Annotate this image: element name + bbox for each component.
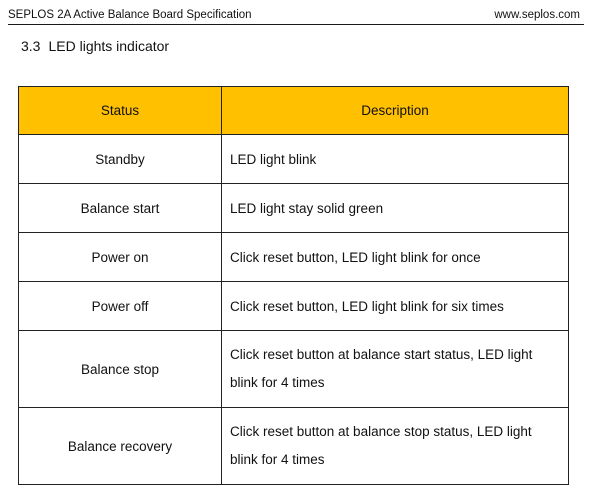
led-indicator-table — [18, 86, 569, 485]
status-cell: Power off — [19, 282, 222, 331]
description-cell: Click reset button, LED light blink for once — [222, 233, 569, 282]
section-title: LED lights indicator — [48, 38, 170, 54]
table-row — [19, 331, 569, 408]
page-header — [8, 6, 584, 25]
document-title: SEPLOS 2A Active Balance Board Specification — [8, 9, 252, 21]
table-row — [19, 282, 569, 331]
table-row — [19, 233, 569, 282]
status-cell: Power on — [19, 233, 222, 282]
table-header-row — [19, 87, 569, 135]
table-row — [19, 135, 569, 184]
description-cell: LED light blink — [222, 135, 569, 184]
section-heading — [21, 37, 169, 55]
table-row — [19, 184, 569, 233]
column-header-description: Description — [222, 87, 569, 135]
status-cell: Balance stop — [19, 331, 222, 408]
status-cell: Balance recovery — [19, 408, 222, 485]
status-cell: Balance start — [19, 184, 222, 233]
column-header-status: Status — [19, 87, 222, 135]
section-number: 3.3 — [21, 38, 41, 54]
website-link[interactable]: www.seplos.com — [494, 9, 580, 21]
status-cell: Standby — [19, 135, 222, 184]
description-cell: Click reset button at balance start status, LED light blink for 4 times — [222, 331, 569, 408]
description-cell: Click reset button, LED light blink for six times — [222, 282, 569, 331]
description-cell: Click reset button at balance stop status, LED light blink for 4 times — [222, 408, 569, 485]
description-cell: LED light stay solid green — [222, 184, 569, 233]
table-row — [19, 408, 569, 485]
